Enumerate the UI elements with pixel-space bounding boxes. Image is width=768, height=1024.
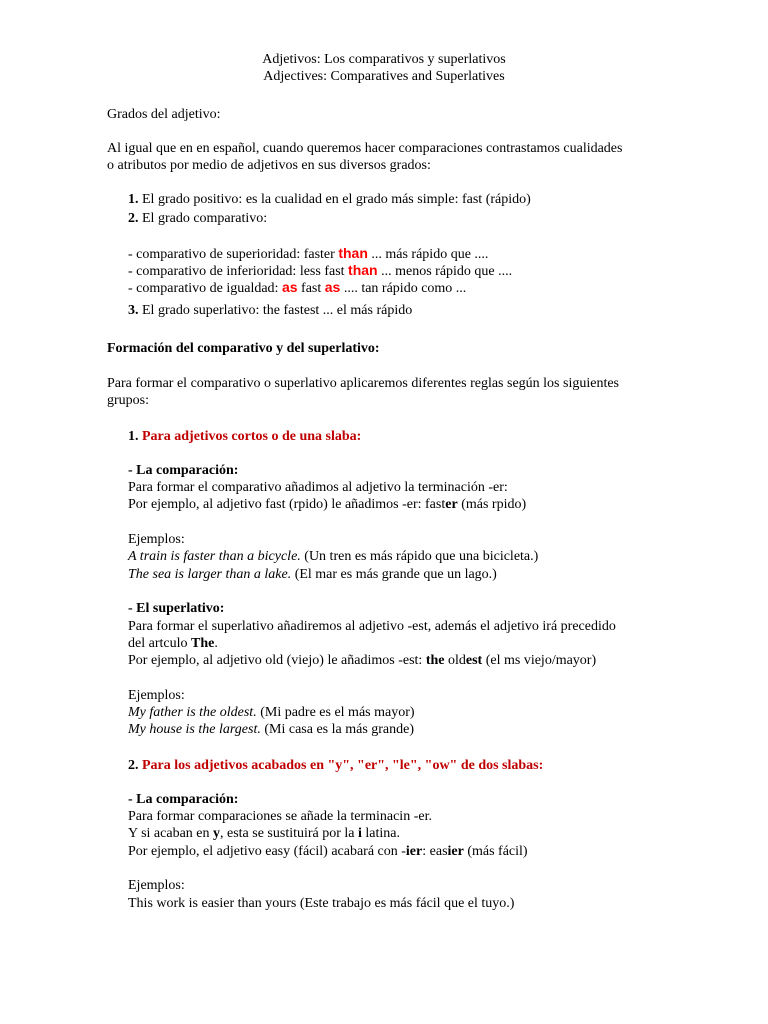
degree-text: El grado positivo: es la cualidad en el grado más simple: fast (rápido)	[138, 192, 531, 207]
keyword-as: as	[324, 279, 341, 295]
line-text: ... más rápido que ....	[367, 247, 489, 262]
line-text: .... tan rápido como ...	[340, 281, 467, 296]
keyword-as: as	[281, 279, 298, 295]
line-text: fast	[297, 281, 325, 296]
group1-comparison-line-1: Para formar el comparativo añadimos al adjetivo la terminación -er:	[128, 480, 508, 495]
degree-superlative	[128, 302, 412, 319]
group2-line-2	[128, 825, 400, 842]
suffix-ier: ier	[447, 844, 464, 859]
example-english: My house is the largest.	[128, 722, 261, 737]
intro-line-1: Al igual que en en español, cuando queremos hacer comparaciones contrastamos cualidades	[107, 141, 623, 156]
list-number: 3.	[128, 303, 139, 318]
example-english: The sea is larger than a lake.	[128, 567, 292, 582]
group1-example-2	[128, 566, 497, 583]
line-text: ... menos rápido que ....	[377, 264, 513, 279]
example-translation: (Mi padre es el más mayor)	[256, 705, 415, 720]
keyword-than: than	[348, 262, 378, 278]
line-text: Por ejemplo, el adjetivo easy (fácil) acabará con -	[128, 844, 406, 859]
group2-comparison-heading: - La comparación:	[128, 792, 239, 807]
list-number: 1.	[128, 429, 139, 444]
example-english: A train is faster than a bicycle.	[128, 549, 301, 564]
degree-text: El grado superlativo: the fastest ... el más rápido	[138, 303, 413, 318]
suffix-ier: ier	[405, 844, 423, 859]
group2-examples-label: Ejemplos:	[128, 878, 185, 893]
line-text: (el ms viejo/mayor)	[482, 653, 597, 668]
suffix-est: est	[465, 653, 483, 668]
example-translation: (El mar es más grande que un lago.)	[291, 567, 497, 582]
group1-comparison-line-2	[128, 496, 526, 513]
degree-text: El grado comparativo:	[138, 211, 268, 226]
example-translation: (Mi casa es la más grande)	[260, 722, 415, 737]
line-text: - comparativo de inferioridad: less fast	[128, 264, 349, 279]
line-text: - comparativo de superioridad: faster	[128, 247, 339, 262]
line-text: old	[444, 653, 466, 668]
degree-comparative	[128, 210, 267, 227]
group1-superlative-line-2	[128, 635, 218, 652]
letter-i: i	[358, 826, 362, 841]
line-text: (más rpido)	[457, 497, 527, 512]
formation-heading: Formación del comparativo y del superlativo:	[107, 341, 380, 356]
comparative-inferiority	[128, 262, 512, 280]
title-spanish: Adjetivos: Los comparativos y superlativos	[262, 52, 506, 67]
grados-heading: Grados del adjetivo:	[107, 107, 221, 122]
list-number: 1.	[128, 192, 139, 207]
letter-y: y	[213, 826, 220, 841]
article-the: The	[190, 636, 215, 651]
group2-heading	[128, 757, 543, 774]
list-number: 2.	[128, 211, 139, 226]
list-number: 2.	[128, 758, 139, 773]
group1-superlative-line-1: Para formar el superlativo añadiremos al adjetivo -est, además el adjetivo irá precedido	[128, 619, 616, 634]
keyword-than: than	[338, 245, 368, 261]
line-text: .	[214, 636, 218, 651]
comparative-superiority	[128, 245, 488, 263]
line-text: - comparativo de igualdad:	[128, 281, 282, 296]
formation-line-1: Para formar el comparativo o superlativo aplicaremos diferentes reglas según los siguientes	[107, 376, 619, 391]
group1-heading	[128, 428, 361, 445]
group2-title: Para los adjetivos acabados en "y", "er", "le", "ow" de dos slabas:	[138, 758, 544, 773]
title-english: Adjectives: Comparatives and Superlatives	[263, 69, 505, 84]
group1-superlative-line-3	[128, 652, 596, 669]
line-text: , esta se sustituirá por la	[220, 826, 359, 841]
line-text: : eas	[422, 844, 448, 859]
group1-example-3	[128, 704, 415, 721]
line-text: Y si acaban en	[128, 826, 213, 841]
line-text: Por ejemplo, al adjetivo fast (rpido) le añadimos -er: fast	[128, 497, 446, 512]
group1-superlative-heading: - El superlativo:	[128, 601, 225, 616]
example-translation: (Un tren es más rápido que una bicicleta.)	[300, 549, 539, 564]
line-text: del artculo	[128, 636, 191, 651]
group2-example-1: This work is easier than yours (Este trabajo es más fácil que el tuyo.)	[128, 896, 515, 911]
article-the: the	[425, 653, 445, 668]
formation-line-2: grupos:	[107, 393, 149, 408]
group2-line-3	[128, 843, 528, 860]
group1-comparison-heading: - La comparación:	[128, 463, 239, 478]
example-english: My father is the oldest.	[128, 705, 257, 720]
group1-examples-label-2: Ejemplos:	[128, 688, 185, 703]
group1-example-1	[128, 548, 538, 565]
group1-examples-label: Ejemplos:	[128, 532, 185, 547]
degree-positive	[128, 191, 531, 208]
line-text: latina.	[361, 826, 401, 841]
group1-example-4	[128, 721, 414, 738]
group2-line-1: Para formar comparaciones se añade la terminacin -er.	[128, 809, 432, 824]
line-text: (más fácil)	[463, 844, 528, 859]
comparative-equality	[128, 279, 466, 297]
group1-title: Para adjetivos cortos o de una slaba:	[138, 429, 362, 444]
suffix-er: er	[445, 497, 458, 512]
line-text: Por ejemplo, al adjetivo old (viejo) le añadimos -est:	[128, 653, 426, 668]
intro-line-2: o atributos por medio de adjetivos en sus diversos grados:	[107, 158, 431, 173]
